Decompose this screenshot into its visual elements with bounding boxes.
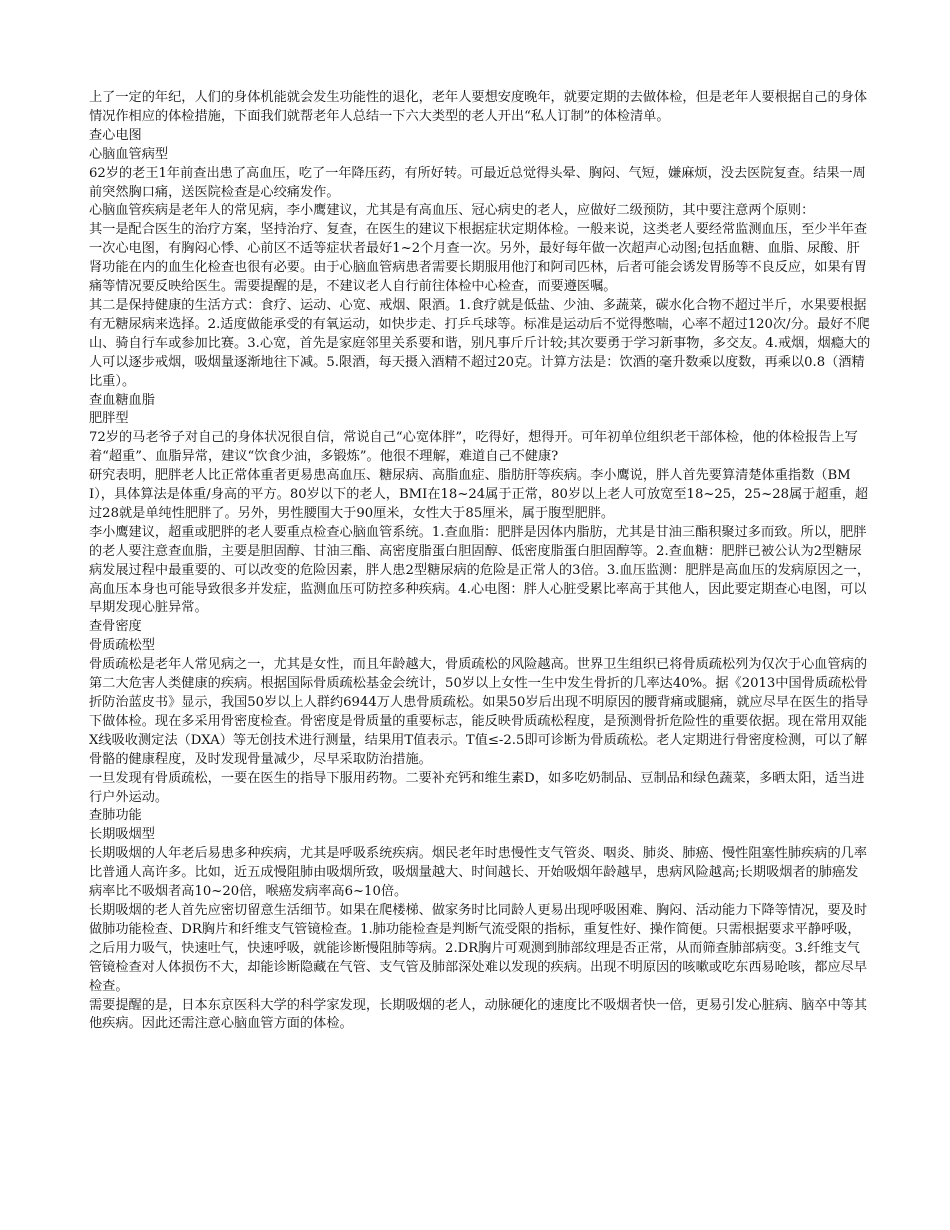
subsection-heading-osteoporosis: 骨质疏松型	[89, 638, 155, 654]
paragraph: 心脑血管疾病是老年人的常见病，李小鹰建议，尤其是有高血压、冠心病史的老人，应做好二级预防，其中要注意两个原则：	[89, 203, 815, 219]
paragraph: 研究表明，肥胖老人比正常体重者更易患高血压、糖尿病、高脂血症、脂肪肝等疾病。李小鹰说，胖人首先要算清楚体重指数（BMI），具体算法是体重/身高的平方。80岁以下的老人，BMI在18~24属于正常，80岁以上老人可放宽至18~25，25~28属于超重，超过28就是单纯性肥胖了。另外，男性腰围大于90厘米，女性大于85厘米，属于腹型肥胖。	[89, 468, 869, 521]
paragraph: 72岁的马老爷子对自己的身体状况很自信，常说自己“心宽体胖”，吃得好，想得开。可年初单位组织老干部体检，他的体检报告上写着“超重”、血脂异常，建议“饮食少油，多锻炼”。他很不理解，难道自己不健康?	[89, 430, 858, 465]
paragraph: 62岁的老王1年前查出患了高血压，吃了一年降压药，有所好转。可最近总觉得头晕、胸闷、气短，嫌麻烦，没去医院复查。结果一周前突然胸口痛，送医院检查是心绞痛发作。	[89, 165, 866, 200]
subsection-heading-obesity: 肥胖型	[89, 411, 129, 427]
section-heading-ecg: 查心电图	[89, 127, 142, 143]
document-body	[89, 89, 871, 1034]
subsection-heading-cardiovascular: 心脑血管病型	[89, 146, 169, 162]
section-heading-blood-sugar-lipids: 查血糖血脂	[89, 392, 155, 408]
paragraph: 长期吸烟的人年老后易患多种疾病，尤其是呼吸系统疾病。烟民老年时患慢性支气管炎、咽炎、肺炎、肺癌、慢性阻塞性肺疾病的几率比普通人高许多。比如，近五成慢阻肺由吸烟所致，吸烟量越大、时间越长、开始吸烟年龄越早，患病风险越高;长期吸烟者的肺癌发病率比不吸烟者高10~20倍，喉癌发病率高6~10倍。	[89, 846, 868, 900]
intro-paragraph: 上了一定的年纪，人们的身体机能就会发生功能性的退化，老年人要想安度晚年，就要定期的去做体检，但是老年人要根据自己的身体情况作相应的体检措施，下面我们就帮老年人总结一下六大类型的老人开出“私人订制”的体检清单。	[89, 90, 868, 124]
paragraph: 骨质疏松是老年人常见病之一，尤其是女性，而且年龄越大，骨质疏松的风险越高。世界卫生组织已将骨质疏松列为仅次于心血管病的第二大危害人类健康的疾病。根据国际骨质疏松基金会统计，50岁以上女性一生中发生骨折的几率达40%。据《2013中国骨质疏松骨折防治蓝皮书》显示，我国50岁以上人群约6944万人患骨质疏松。如果50岁后出现不明原因的腰背痛或腿痛，就应尽早在医生的指导下做体检。现在多采用骨密度检查。骨密度是骨质量的重要标志，能反映骨质疏松程度，是预测骨折危险性的重要依据。现在常用双能X线吸收测定法（DXA）等无创技术进行测量，结果用T值表示。T值≤-2.5即可诊断为骨质疏松。老人定期进行骨密度检测，可以了解骨骼的健康程度，及时发现骨量减少，尽早采取防治措施。	[89, 657, 869, 767]
subsection-heading-long-term-smoking: 长期吸烟型	[89, 827, 155, 843]
paragraph: 其一是配合医生的治疗方案，坚持治疗、复查，在医生的建议下根据症状定期体检。一般来说，这类老人要经常监测血压，至少半年查一次心电图，有胸闷心悸、心前区不适等症状者最好1~2个月查一次。另外，最好每年做一次超声心动图;包括血糖、血脂、尿酸、肝肾功能在内的血生化检查也很有必要。由于心脑血管病患者需要长期服用他汀和阿司匹林，后者可能会诱发胃肠等不良反应，如果有胃痛等情况要反映给医生。需要提醒的是，不建议老人自行前往体检中心检查，而要遵医嘱。	[89, 222, 868, 295]
paragraph: 长期吸烟的老人首先应密切留意生活细节。如果在爬楼梯、做家务时比同龄人更易出现呼吸困难、胸闷、活动能力下降等情况，要及时做肺功能检查、DR胸片和纤维支气管镜检查。1.肺功能检查是判断气流受限的指标，重复性好、操作简便。只需根据要求平静呼吸，之后用力吸气，快速吐气，快速呼吸，就能诊断慢阻肺等病。2.DR胸片可观测到肺部纹理是否正常，从而筛查肺部病变。3.纤维支气管镜检查对人体损伤不大，却能诊断隐藏在气管、支气管及肺部深处难以发现的疾病。出现不明原因的咳嗽或吃东西易呛咳，都应尽早检查。	[89, 902, 868, 994]
paragraph: 需要提醒的是，日本东京医科大学的科学家发现，长期吸烟的老人，动脉硬化的速度比不吸烟者快一倍，更易引发心脏病、脑卒中等其他疾病。因此还需注意心脑血管方面的体检。	[89, 997, 868, 1032]
paragraph: 一旦发现有骨质疏松，一要在医生的指导下服用药物。二要补充钙和维生素D，如多吃奶制品、豆制品和绿色蔬菜，多晒太阳，适当进行户外运动。	[89, 770, 865, 805]
paragraph: 其二是保持健康的生活方式：食疗、运动、心宽、戒烟、限酒。1.食疗就是低盐、少油、多蔬菜，碳水化合物不超过半斤，水果要根据有无糖尿病来选择。2.适度做能承受的有氧运动，如快步走、打乒乓球等。标准是运动后不觉得憋喘，心率不超过120次/分。最好不爬山、骑自行车或参加比赛。3.心宽，首先是家庭邻里关系要和谐，别凡事斤斤计较;其次要勇于学习新事物，多交友。4.戒烟，烟瘾大的人可以逐步戒烟，吸烟量逐渐地往下减。5.限酒，每天摄入酒精不超过20克。计算方法是：饮酒的毫升数乘以度数，再乘以0.8（酒精比重）。	[89, 297, 871, 389]
section-heading-lung-function: 查肺功能	[89, 808, 142, 824]
section-heading-bone-density: 查骨密度	[89, 619, 142, 635]
paragraph: 李小鹰建议，超重或肥胖的老人要重点检查心脑血管系统。1.查血脂：肥胖是因体内脂肪，尤其是甘油三酯积聚过多而致。所以，肥胖的老人要注意查血脂，主要是胆固醇、甘油三酯、高密度脂蛋白胆固醇、低密度脂蛋白胆固醇等。2.查血糖：肥胖已被公认为2型糖尿病发展过程中最重要的、可以改变的危险因素，胖人患2型糖尿病的危险是正常人的3倍。3.血压监测：肥胖是高血压的发病原因之一，高血压本身也可能导致很多并发症，监测血压可防控多种疾病。4.心电图：胖人心脏受累比率高于其他人，因此要定期查心电图，可以早期发现心脏异常。	[89, 524, 871, 616]
